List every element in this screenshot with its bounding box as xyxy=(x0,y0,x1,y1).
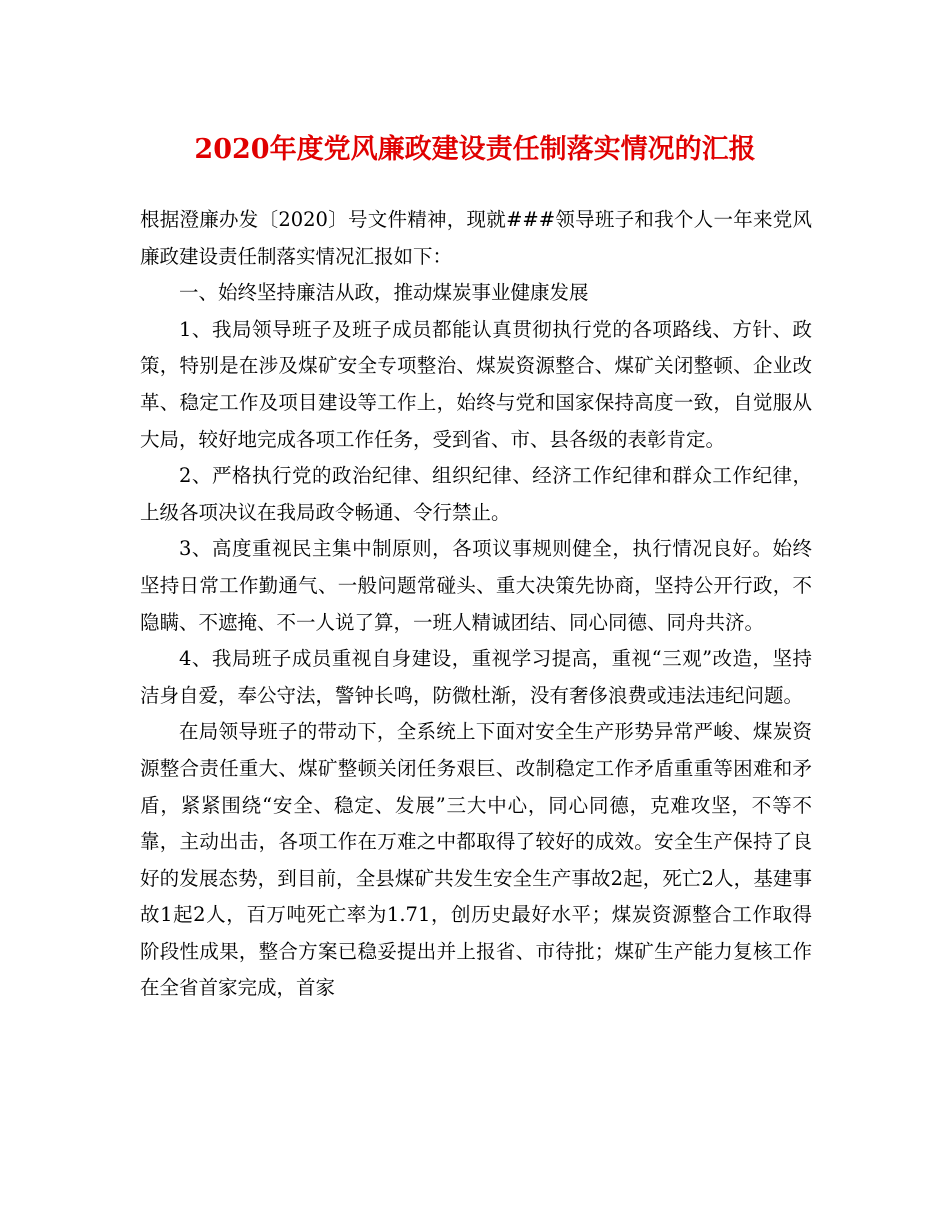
paragraph-summary: 在局领导班子的带动下，全系统上下面对安全生产形势异常严峻、煤炭资源整合责任重大、煤矿整顿关闭任务艰巨、改制稳定工作矛盾重重等困难和矛盾，紧紧围绕“安全、稳定、发展”三大中心，同心同德，克难攻坚，不等不靠，主动出击，各项工作在万难之中都取得了较好的成效。安全生产保持了良好的发展态势，到目前，全县煤矿共发生安全生产事故2起，死亡2人，基建事故1起2人，百万吨死亡率为1.71，创历史最好水平；煤炭资源整合工作取得阶段性成果，整合方案已稳妥提出并上报省、市待批；煤矿生产能力复核工作在全省首家完成，首家 xyxy=(140,720,812,1000)
section-heading-1: 一、始终坚持廉洁从政，推动煤炭事业健康发展 xyxy=(179,281,589,305)
document-title: 2020年度党风廉政建设责任制落实情况的汇报 xyxy=(194,134,756,165)
paragraph-item-2: 2、严格执行党的政治纪律、组织纪律、经济工作纪律和群众工作纪律，上级各项决议在我局政令畅通、令行禁止。 xyxy=(140,464,812,524)
document-body xyxy=(140,202,812,1007)
paragraph-item-4: 4、我局班子成员重视自身建设，重视学习提高，重视“三观”改造，坚持洁身自爱，奉公守法，警钟长鸣，防微杜渐，没有奢侈浪费或违法违纪问题。 xyxy=(140,647,812,707)
paragraph-item-1: 1、我局领导班子及班子成员都能认真贯彻执行党的各项路线、方针、政策，特别是在涉及煤矿安全专项整治、煤炭资源整合、煤矿关闭整顿、企业改革、稳定工作及项目建设等工作上，始终与党和国家保持高度一致，自觉服从大局，较好地完成各项工作任务，受到省、市、县各级的表彰肯定。 xyxy=(140,317,812,451)
paragraph-item-3: 3、高度重视民主集中制原则，各项议事规则健全，执行情况良好。始终坚持日常工作勤通气、一般问题常碰头、重大决策先协商，坚持公开行政，不隐瞒、不遮掩、不一人说了算，一班人精诚团结、同心同德、同舟共济。 xyxy=(140,537,812,634)
paragraph-intro: 根据澄廉办发〔2020〕号文件精神，现就###领导班子和我个人一年来党风廉政建设责任制落实情况汇报如下： xyxy=(140,208,812,268)
